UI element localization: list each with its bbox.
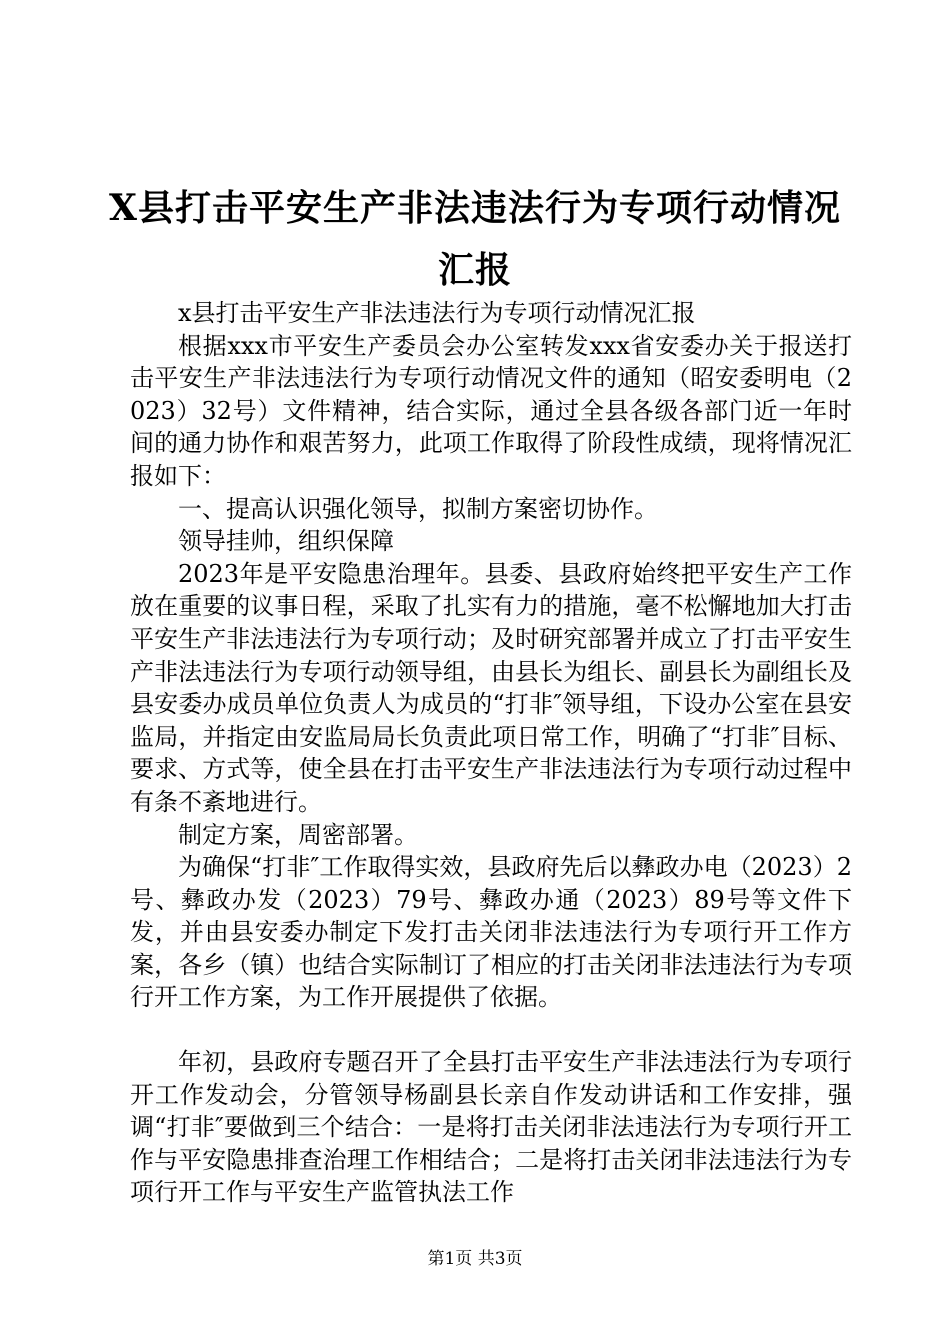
- document-title-line2: 汇报: [437, 249, 512, 291]
- paragraph: 一、提高认识强化领导，拟制方案密切协作。: [178, 494, 658, 523]
- paragraph: 制定方案，周密部署。: [178, 820, 418, 849]
- paragraph: 为确保“打非″工作取得实效，县政府先后以彝政办电（2023）2号、彝政办发（2023）79号、彝政办通（2023）89号等文件下发，并由县安委办制定下发打击关闭非法违法行为专项行开工作方案，各乡（镇）也结合实际制订了相应的打击关闭非法违法行为专项行开工作方案，为工作开展提供了依据。: [130, 853, 852, 1012]
- paragraph: 2023年是平安隐患治理年。县委、县政府始终把平安生产工作放在重要的议事日程，采取了扎实有力的措施，毫不松懈地加大打击平安生产非法违法行为专项行动；及时研究部署并成立了打击平安生产非法违法行为专项行动领导组，由县长为组长、副县长为副组长及县安委办成员单位负责人为成员的“打非″领导组，下设办公室在县安监局，并指定由安监局局长负责此项日常工作，明确了“打非″目标、要求、方式等，使全县在打击平安生产非法违法行为专项行动过程中有条不紊地进行。: [130, 559, 852, 816]
- paragraph: 领导挂帅，组织保障: [178, 527, 394, 556]
- paragraph: 年初，县政府专题召开了全县打击平安生产非法违法行为专项行开工作发动会，分管领导杨副县长亲自作发动讲话和工作安排，强调“打非″要做到三个结合：一是将打击关闭非法违法行为专项行开工作与平安隐患排查治理工作相结合；二是将打击关闭非法违法行为专项行开工作与平安生产监管执法工作: [130, 1048, 852, 1207]
- document-body: [130, 297, 852, 1209]
- page-footer: 第1页 共3页: [427, 1249, 523, 1269]
- paragraph: 根据xxx市平安生产委员会办公室转发xxx省安委办关于报送打击平安生产非法违法行为专项行动情况文件的通知（昭安委明电（2023）32号）文件精神，结合实际，通过全县各级各部门近一年时间的通力协作和艰苦努力，此项工作取得了阶段性成绩，现将情况汇报如下：: [130, 331, 852, 490]
- document-title-line1: X县打击平安生产非法违法行为专项行动情况: [109, 187, 841, 229]
- paragraph: x县打击平安生产非法违法行为专项行动情况汇报: [178, 299, 696, 327]
